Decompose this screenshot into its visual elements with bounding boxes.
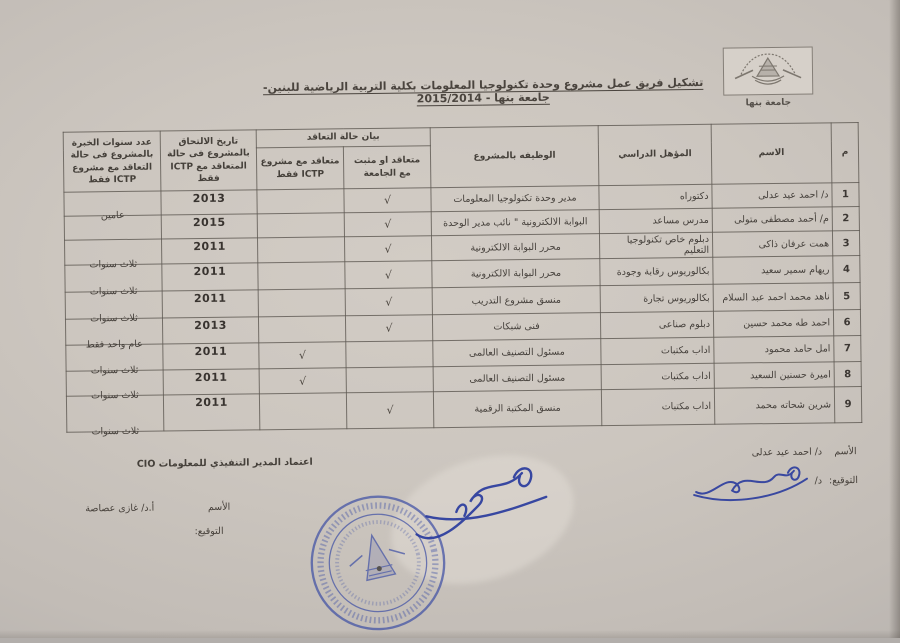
- cio-name-line: [85, 502, 230, 515]
- header-num: م: [831, 122, 859, 182]
- cell-job: مدير وحدة تكنولوجيا المعلومات: [431, 186, 599, 212]
- cell-qualification: اداب مكتبات: [601, 337, 714, 364]
- experience-text: عام واحد فقط: [85, 338, 143, 351]
- cell-univ-check: √: [346, 392, 433, 429]
- university-logo: [723, 47, 814, 96]
- cell-num: 4: [833, 255, 860, 282]
- cell-join-year: 2011: [163, 343, 259, 370]
- cell-qualification: مدرس مساعد: [599, 208, 712, 233]
- cio-name-label: الأسم: [207, 501, 231, 513]
- manager-name-line: [752, 446, 857, 458]
- manager-name-label: الأسم: [834, 446, 857, 458]
- manager-name: د/ احمد عيد عدلى: [751, 446, 823, 459]
- header-row-1: [63, 122, 858, 150]
- cell-join-year: 2011: [163, 394, 259, 431]
- experience-text: ثلاث سنوات: [89, 285, 138, 298]
- university-emblem-icon: [731, 50, 806, 93]
- cell-join-year: 2013: [162, 317, 258, 344]
- cell-name: اميرة حسنين السعيد: [714, 362, 834, 388]
- cell-qualification: دكتوراه: [599, 184, 712, 209]
- manager-sign-label: التوقيع:: [828, 475, 859, 487]
- cell-ictp-check: [257, 189, 344, 214]
- cell-job: مسئول التصنيف العالمى: [433, 339, 601, 367]
- cell-univ-check: √: [344, 236, 431, 262]
- cell-join-year: 2011: [162, 290, 258, 318]
- experience-text: ثلاث سنوات: [89, 258, 138, 271]
- photo-bottom-shadow: [0, 630, 900, 638]
- cell-qualification: اداب مكتبات: [601, 388, 714, 425]
- cell-univ-check: √: [345, 288, 432, 316]
- cell-qualification: بكالوريوس تجارة: [600, 284, 713, 312]
- cell-join-year: 2011: [162, 263, 258, 291]
- cell-name: امل حامد محمود: [714, 336, 834, 363]
- cell-num: 8: [834, 361, 861, 386]
- photo-edge-shadow: [889, 0, 900, 638]
- cell-job: منسق مشروع التدريب: [432, 286, 600, 315]
- experience-text: ثلاث سنوات: [90, 312, 138, 325]
- cell-num: 3: [832, 230, 859, 255]
- cell-univ-check: √: [345, 261, 432, 289]
- cell-num: 6: [833, 309, 860, 335]
- cell-ictp-check: [258, 262, 345, 290]
- cell-name: م/ أحمد مصطفى متولى: [712, 207, 832, 232]
- cell-job: محرر البوابة الالكترونية: [431, 234, 599, 261]
- cell-join-year: 2013: [161, 190, 257, 215]
- manager-sign-prefix: د/: [814, 475, 823, 487]
- header-contract-univ: متعاقد او مثبت مع الجامعة: [343, 146, 431, 189]
- manager-handwritten-signature: [690, 461, 811, 504]
- team-table: [63, 122, 863, 438]
- cell-num: 5: [833, 282, 860, 309]
- cell-num: 2: [832, 206, 859, 230]
- header-qualification: المؤهل الدراسي: [598, 124, 712, 185]
- cell-job: محرر البوابة الالكترونية: [432, 259, 600, 288]
- cell-univ-check: [346, 341, 433, 368]
- cell-univ-check: [346, 367, 433, 393]
- cell-qualification: بكالوريوس رقابة وجودة: [600, 257, 713, 285]
- cell-name: ناهد محمد احمد عبد السلام: [713, 283, 833, 311]
- cell-ictp-check: [257, 237, 344, 263]
- cell-ictp-check: [258, 289, 345, 317]
- cell-join-year: 2011: [162, 238, 258, 264]
- cell-name: احمد طه محمد حسين: [713, 310, 833, 337]
- cell-qualification: دبلوم خاص تكنولوجيا التعليم: [599, 232, 712, 258]
- document-title: تشكيل فريق عمل مشروع وحدة تكنولوجيا المعلومات بكلية التربية الرياضية للبنين- جامعة بنها - 2015/2014: [262, 75, 704, 106]
- header-contract-ictp: متعاقد مع مشروع ICTP فقط: [256, 147, 344, 190]
- cell-univ-check: √: [345, 315, 432, 342]
- header-name: الاسم: [711, 123, 832, 184]
- cell-ictp-check: [257, 213, 344, 238]
- header-job: الوظيفه بالمشروع: [430, 126, 599, 188]
- experience-text: عامين: [100, 209, 125, 222]
- cell-num: 9: [834, 386, 861, 422]
- experience-text: ثلاث سنوات: [90, 364, 139, 377]
- header-join-date: تاريخ الالتحاق بالمشروع فى حالة المتعاقد مع ICTP فقط: [160, 130, 257, 191]
- cell-ictp-check: [258, 316, 345, 343]
- cell-job: مسئول التصنيف العالمى: [433, 365, 601, 392]
- cell-name: د/ احمد عيد عدلى: [712, 183, 832, 208]
- cio-approval-title: اعتماد المدير التنفيذي للمعلومات CIO: [136, 456, 313, 470]
- header-contract-group: بيان حالة التعاقد: [256, 128, 430, 148]
- cell-experience: [64, 191, 161, 222]
- cell-univ-check: √: [344, 212, 431, 237]
- cell-univ-check: √: [344, 188, 431, 213]
- stamp-handwritten-signature: [400, 459, 551, 553]
- cell-name: شرين شحاته محمد: [714, 387, 834, 424]
- cio-sign-label: التوقيع:: [194, 525, 224, 538]
- university-logo-caption: جامعة بنها: [745, 97, 792, 109]
- cell-job: منسق المكتبة الرقمية: [433, 390, 601, 428]
- cell-name: همت عرفان ذاكى: [712, 231, 832, 257]
- cell-num: 7: [834, 335, 861, 361]
- experience-text: ثلاث سنوات: [91, 425, 140, 438]
- cell-ictp-check: √: [259, 368, 346, 394]
- cell-experience: [65, 239, 162, 271]
- cell-ictp-check: √: [259, 342, 346, 369]
- cell-join-year: 2011: [163, 369, 259, 395]
- cell-ictp-check: [259, 393, 346, 430]
- cell-qualification: اداب مكتبات: [601, 363, 714, 389]
- header-experience: عدد سنوات الخبرة بالمشروع فى حالة التعاقد مع مشروع ICTP فقط: [63, 131, 161, 192]
- cell-qualification: دبلوم صناعى: [600, 311, 713, 338]
- cell-job: فنى شبكات: [432, 313, 600, 341]
- cell-num: 1: [832, 182, 859, 206]
- cell-job: البوابة الالكترونية " نائب مدير الوحدة: [431, 210, 599, 236]
- experience-text: ثلاث سنوات: [91, 389, 139, 402]
- cell-join-year: 2015: [161, 214, 257, 239]
- cell-name: ريهام سمير سعيد: [713, 256, 833, 284]
- cio-name: أ.د/ غازى عصاصة: [85, 502, 155, 515]
